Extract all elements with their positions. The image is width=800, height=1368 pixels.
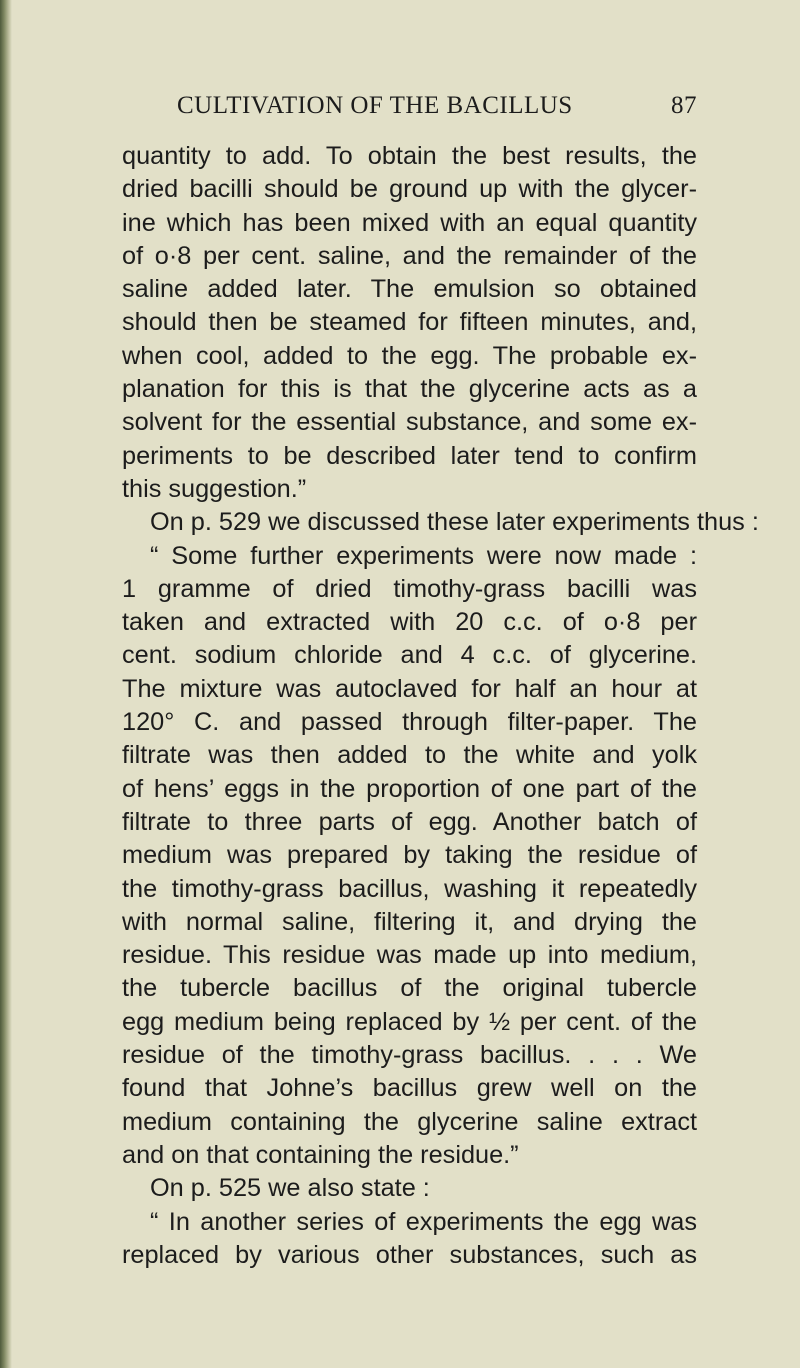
text-line: should then be steamed for fifteen minutes, and,: [122, 308, 697, 337]
text-line: saline added later. The emulsion so obtained: [122, 275, 697, 304]
text-line: ine which has been mixed with an equal quantity: [122, 208, 697, 237]
text-line: residue of the timothy-grass bacillus. . . . We: [122, 1041, 697, 1070]
text-line: cent. sodium chloride and 4 c.c. of glycerine.: [122, 641, 697, 670]
text-line: the timothy-grass bacillus, washing it repeatedly: [122, 874, 697, 903]
text-line: of hens’ eggs in the proportion of one part of the: [122, 774, 697, 803]
text-line: and on that containing the residue.”: [122, 1140, 519, 1169]
text-line: 1 gramme of dried timothy-grass bacilli was: [122, 574, 697, 603]
text-line: when cool, added to the egg. The probable ex-: [122, 341, 697, 370]
text-line: egg medium being replaced by ½ per cent. of the: [122, 1007, 697, 1036]
text-line: quantity to add. To obtain the best results, the: [122, 142, 697, 170]
text-line: of o·8 per cent. saline, and the remainder of the: [122, 241, 697, 270]
text-line: this suggestion.”: [122, 474, 307, 503]
text-line: “ Some further experiments were now made :: [150, 541, 697, 570]
text-line: replaced by various other substances, such as: [122, 1240, 697, 1269]
text-line: the tubercle bacillus of the original tubercle: [122, 974, 697, 1003]
body-text: [122, 140, 759, 1272]
text-line: filtrate was then added to the white and yolk: [122, 741, 697, 770]
text-line: On p. 525 we also state :: [150, 1174, 430, 1203]
text-line: 120° C. and passed through filter-paper. The: [122, 708, 697, 737]
text-line: solvent for the essential substance, and some ex-: [122, 408, 697, 437]
text-line: residue. This residue was made up into medium,: [122, 941, 697, 970]
running-head-title: CULTIVATION OF THE BACILLUS: [177, 92, 573, 119]
text-line: On p. 529 we discussed these later experiments thus :: [150, 508, 759, 537]
text-line: with normal saline, filtering it, and drying the: [122, 907, 697, 936]
text-line: periments to be described later tend to confirm: [122, 441, 697, 470]
text-line: filtrate to three parts of egg. Another batch of: [122, 807, 697, 836]
text-line: medium containing the glycerine saline extract: [122, 1107, 697, 1136]
text-line: found that Johne’s bacillus grew well on the: [122, 1074, 697, 1103]
text-line: The mixture was autoclaved for half an hour at: [122, 674, 697, 703]
text-line: medium was prepared by taking the residue of: [122, 841, 697, 870]
text-line: taken and extracted with 20 c.c. of o·8 per: [122, 608, 697, 637]
text-line: planation for this is that the glycerine acts as a: [122, 375, 697, 404]
text-line: “ In another series of experiments the egg was: [150, 1207, 697, 1236]
text-line: dried bacilli should be ground up with the glycer-: [122, 175, 697, 204]
page-number: 87: [671, 92, 697, 119]
